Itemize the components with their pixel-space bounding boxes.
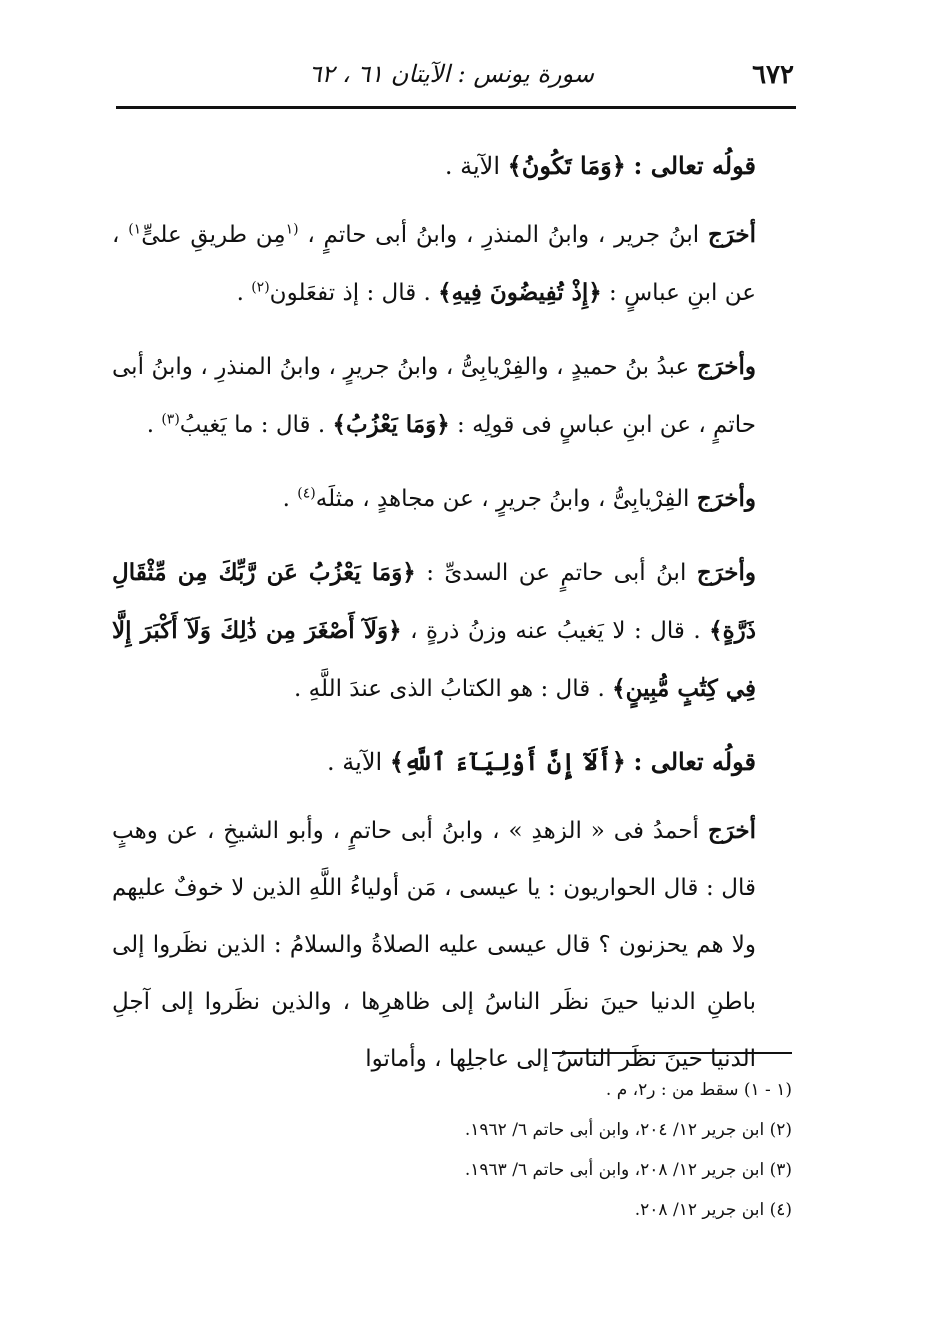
heading-1-tail: الآية . bbox=[444, 152, 500, 180]
paragraph-4-lead: وأخرَج bbox=[696, 559, 757, 586]
main-text bbox=[112, 138, 796, 1104]
heading-1-lead: قولُه تعالى : bbox=[633, 151, 756, 180]
footnote-marker-1-open: (١ bbox=[285, 221, 299, 238]
paragraph-3-lead: وأخرَج bbox=[696, 485, 756, 512]
running-title: سورة يونس : الآيتان ٦١ ، ٦٢ bbox=[308, 60, 594, 88]
paragraph-4-text-1: ابنُ أبى حاتمٍ عن السدىِّ : bbox=[426, 560, 687, 586]
paragraph-1-text-3: ، عن ابنِ عباسٍ : bbox=[112, 222, 756, 306]
footnote-4: (٤) ابن جرير ١٢/ ٢٠٨. bbox=[634, 1200, 792, 1220]
paragraph-1 bbox=[112, 206, 796, 322]
paragraph-3 bbox=[112, 470, 796, 528]
paragraph-2-end: . bbox=[146, 412, 155, 438]
paragraph-2-text-2: . قال : ما يَغيبُ bbox=[179, 412, 326, 438]
footnote-rule bbox=[552, 1052, 792, 1054]
paragraph-1-end: . bbox=[236, 280, 244, 306]
paragraph-4-verse-1: ﴿وَمَا يَعْزُبُ عَن رَّبِّكَ مِن مِّثْقَالِ ذَرَّةٍ﴾ bbox=[112, 559, 757, 644]
paragraph-2-lead: وأخرَج bbox=[696, 353, 756, 380]
footnote-marker-1-close: ١) bbox=[128, 221, 142, 238]
paragraph-5-lead: أخرَج bbox=[707, 817, 757, 844]
footnote-1: (١ - ١) سقط من : ر٢، م . bbox=[605, 1080, 792, 1100]
paragraph-1-text-4: . قال : إذ تفعَلون bbox=[269, 280, 431, 306]
paragraph-4-text-2: . قال : لا يَغيبُ عنه وزنُ ذرةٍ ، bbox=[410, 618, 701, 644]
paragraph-1-text-1: ابنُ جرير ، وابنُ المنذرِ ، وابنُ أبى حاتمٍ ، bbox=[307, 222, 700, 248]
paragraph-4-verse-2: ﴿وَلَآ أَصْغَرَ مِن ذَٰلِكَ وَلَآ أَكْبَرَ إِلَّا فِي كِتَٰبٍ مُّبِينٍ﴾ bbox=[112, 617, 756, 702]
page-header bbox=[118, 58, 794, 98]
paragraph-3-end: . bbox=[282, 486, 290, 512]
footnote-marker-3: (٣) bbox=[161, 411, 180, 428]
paragraph-2 bbox=[112, 338, 796, 454]
footnote-marker-2: (٢) bbox=[251, 279, 270, 296]
heading-2-tail: الآية . bbox=[327, 748, 383, 776]
paragraph-4-text-3: . قال : هو الكتابُ الذى عندَ اللَّهِ . bbox=[294, 676, 605, 702]
section-heading-1 bbox=[112, 138, 796, 194]
heading-1-verse: ﴿وَمَا تَكُونُ﴾ bbox=[507, 151, 626, 180]
paragraph-2-verse: ﴿وَمَا يَعْزُبُ﴾ bbox=[332, 411, 450, 438]
footnote-3: (٣) ابن جرير ١٢/ ٢٠٨، وابن أبى حاتم ٦/ ١٩٦٣. bbox=[464, 1160, 792, 1180]
paragraph-3-text-1: الفِرْيابِىُّ ، وابنُ جريرٍ ، عن مجاهدٍ ، مثلَه bbox=[315, 486, 690, 512]
page-number: ٦٧٢ bbox=[752, 60, 794, 90]
footnote-marker-4: (٤) bbox=[297, 485, 316, 502]
heading-2-verse: ﴿أَلَآ إِنَّ أَوْلِيَآءَ ٱللَّهِ﴾ bbox=[389, 747, 626, 776]
footnote-2: (٢) ابن جرير ١٢/ ٢٠٤، وابن أبى حاتم ٦/ ١٩٦٢. bbox=[464, 1120, 792, 1140]
footnotes bbox=[232, 1070, 792, 1230]
paragraph-1-lead: أخرَج bbox=[707, 221, 757, 248]
header-rule bbox=[116, 106, 796, 109]
paragraph-5-text-1: أحمدُ فى « الزهدِ » ، وابنُ أبى حاتمٍ ، وأبو الشيخِ ، عن وهبٍ قال : قال الحواريون : يا عيسى ، مَن أولياءُ اللَّهِ الذين لا خوفٌ عليهم ولا هم يحزنون ؟ قال عيسى عليه الصلاةُ والسلامُ : الذين نظَروا إلى باطنِ الدنيا حينَ نظَر الناسُ إلى ظاهرِها ، والذين نظَروا إلى آجلِ الدنيا حينَ نظَر الناسُ إلى عاجلِها ، وأماتوا bbox=[112, 818, 756, 1072]
paragraph-5 bbox=[112, 802, 796, 1088]
paragraph-2-text-1: عبدُ بنُ حميدٍ ، والفِرْيابِىُّ ، وابنُ جريرٍ ، وابنُ المنذرِ ، وابنُ أبى حاتمٍ ، عن ابنِ عباسٍ فى قولِه : bbox=[112, 354, 756, 438]
heading-2-lead: قولُه تعالى : bbox=[633, 747, 756, 776]
paragraph-1-text-2: مِن طريقِ علىٍّ bbox=[141, 222, 286, 248]
paragraph-4 bbox=[112, 544, 796, 718]
paragraph-1-verse: ﴿إِذْ تُفِيضُونَ فِيهِ﴾ bbox=[438, 279, 602, 306]
section-heading-2 bbox=[112, 734, 796, 790]
